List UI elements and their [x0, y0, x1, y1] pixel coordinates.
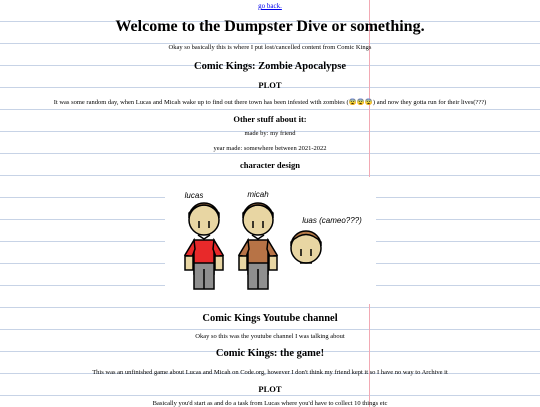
- micah-label: micah: [247, 190, 269, 199]
- page-title: Welcome to the Dumpster Dive or something.: [115, 18, 425, 35]
- zombie-plot-heading: PLOT: [258, 80, 282, 90]
- other-stuff-heading: Other stuff about it:: [233, 114, 307, 124]
- character-design-image: [165, 177, 376, 304]
- made-by-text: made by: my friend: [244, 130, 296, 137]
- luas-figure: [291, 231, 321, 263]
- year-made-text: year made: somewhere between 2021-2022: [213, 145, 327, 152]
- youtube-section-text: Okay so this was the youtube channel I was talking about: [195, 333, 345, 340]
- zombie-section-title: Comic Kings: Zombie Apocalypse: [194, 61, 346, 72]
- character-design-heading: character design: [239, 160, 301, 170]
- luas-cameo-label: luas (cameo???): [302, 216, 362, 225]
- zombie-plot-text: It was some random day, when Lucas and Micah wake up to find out there town has been infested with zombies (😨😨😨) and now they gotta run for their lives(???): [53, 99, 487, 106]
- game-plot-text: Basically you'd start as and do a task from Lucas where you'd have to collect 10 things etc: [152, 400, 388, 407]
- lucas-label: lucas: [184, 191, 204, 200]
- character-design-drawing: [165, 177, 376, 304]
- micah-figure: [239, 203, 277, 289]
- lucas-figure: [185, 203, 223, 289]
- go-back-link-wrapper: [0, 2, 540, 10]
- youtube-section-title: Comic Kings Youtube channel: [202, 313, 338, 324]
- game-plot-heading: PLOT: [258, 384, 282, 394]
- game-section-text: This was an unfinished game about Lucas and Micah on Code.org, however I don't think my friend kept it so I have no way to Archive it: [92, 369, 448, 376]
- go-back-link[interactable]: go back.: [258, 2, 282, 10]
- game-section-title: Comic Kings: the game!: [215, 348, 325, 359]
- intro-text: Okay so basically this is where I put lost/cancelled content from Comic Kings: [168, 44, 372, 51]
